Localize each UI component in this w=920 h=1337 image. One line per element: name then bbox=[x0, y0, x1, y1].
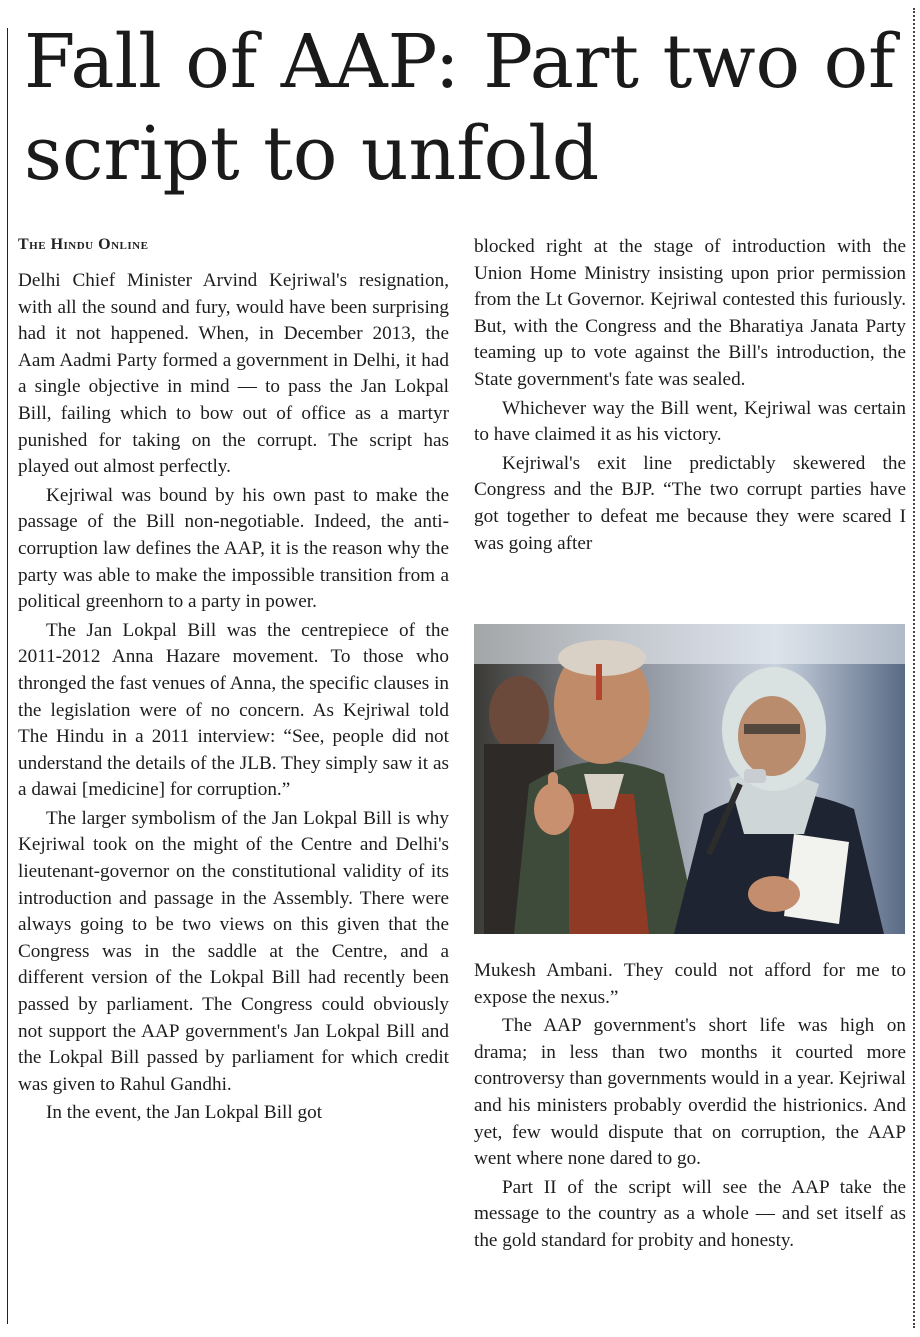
paragraph: blocked right at the stage of introduction with the Union Home Ministry insisting upon prior permission from the Lt Governor. Kejriwal contested this furiously. But, with the Congress and the Bharatiya Janata Party teaming up to vote against the Bill's introduction, the State government's fate was sealed. bbox=[474, 236, 906, 390]
news-photo-illustration bbox=[474, 624, 905, 934]
paragraph: Mukesh Ambani. They could not afford for me to expose the nexus.” bbox=[474, 960, 906, 1008]
article-column-left bbox=[18, 268, 449, 1127]
news-photo bbox=[474, 624, 905, 934]
paragraph: Whichever way the Bill went, Kejriwal was certain to have claimed it as his victory. bbox=[474, 397, 906, 446]
paragraph: Kejriwal's exit line predictably skewered the Congress and the BJP. “The two corrupt parties have got together to defeat me because they were scared I was going after bbox=[474, 452, 906, 554]
right-dotted-rule bbox=[913, 8, 915, 1328]
byline: The Hindu Online bbox=[18, 236, 149, 253]
left-column-rule bbox=[7, 28, 8, 1324]
headline: Fall of AAP: Part two of script to unfold bbox=[24, 19, 896, 197]
article-column-right-bottom bbox=[474, 958, 906, 1255]
paragraph: The AAP government's short life was high on drama; in less than two months it courted more controversy than governments would in a year. Kejriwal and his ministers probably overdid the histrionics. And yet, few would dispute that on corruption, the AAP went where none dared to go. bbox=[474, 1015, 906, 1170]
paragraph: Part II of the script will see the AAP take the message to the country as a whole — and set itself as the gold standard for probity and honesty. bbox=[474, 1176, 906, 1251]
paragraph: The larger symbolism of the Jan Lokpal Bill is why Kejriwal took on the might of the Centre and Delhi's lieutenant-governor on the constitutional validity of its introduction and passage in the Assembly. There were always going to be two views on this given that the Congress was in the saddle at the Centre, and a different version of the Lokpal Bill had recently been passed by parliament. The Congress could obviously not support the AAP government's Jan Lokpal Bill and the Lokpal Bill passed by parliament for which credit was given to Rahul Gandhi. bbox=[18, 807, 449, 1095]
paragraph: In the event, the Jan Lokpal Bill got bbox=[46, 1102, 323, 1124]
article-column-right-top bbox=[474, 234, 906, 557]
paragraph: Delhi Chief Minister Arvind Kejriwal's resignation, with all the sound and fury, would have been surprising had it not happened. When, in December 2013, the Aam Aadmi Party formed a government in Delhi, it had a single objective in mind — to pass the Jan Lokpal Bill, failing which to bow out of office as a martyr punished for taking on the corrupt. The script has played out almost perfectly. bbox=[18, 270, 449, 478]
paragraph: Kejriwal was bound by his own past to make the passage of the Bill non-negotiable. Indeed, the anti-corruption law defines the AAP, it is the reason why the party was able to make the impossible transition from a political greenhorn to a party in power. bbox=[18, 484, 449, 613]
paragraph: The Jan Lokpal Bill was the centrepiece of the 2011-2012 Anna Hazare movement. To those who thronged the fast venues of Anna, the specific clauses in the legislation were of no concern. As Kejriwal told The Hindu in a 2011 interview: “See, people did not understand the details of the JLB. They simply saw it as a dawai [medicine] for corruption.” bbox=[18, 619, 449, 801]
